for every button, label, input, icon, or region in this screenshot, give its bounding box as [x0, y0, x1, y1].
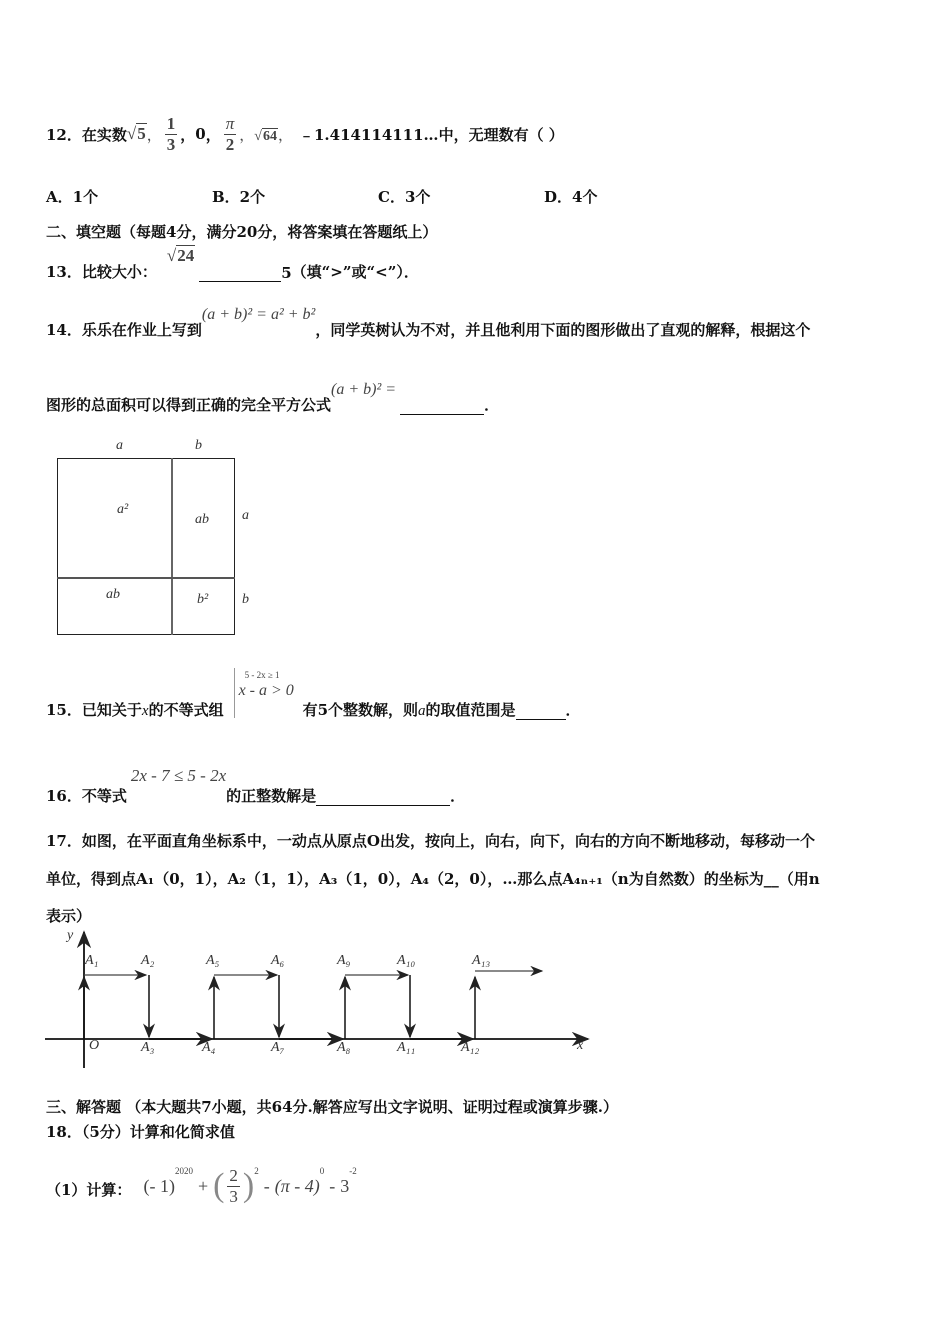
question-number: 12．	[46, 125, 82, 144]
question-17-line3: 表示）	[46, 907, 92, 925]
cell-a-squared: a²	[117, 502, 129, 517]
sqrt-24: √24	[166, 246, 195, 265]
question-18-part1	[46, 1160, 357, 1212]
point-a11: A₁₁	[397, 1040, 416, 1055]
question-17-line1: 17．如图，在平面直角坐标系中，一动点从原点O出发，按向上，向右，向下，向右的方向不断地移动，每移动一个	[46, 832, 815, 850]
point-a7: A₇	[271, 1040, 285, 1055]
point-a1: A₁	[85, 953, 99, 968]
fraction-two-thirds: $\frac{2}{3}$	[229, 1165, 238, 1206]
part-label: （1）计算：	[46, 1180, 132, 1199]
point-a6: A₆	[271, 953, 285, 968]
option-a[interactable]: A．1个	[46, 188, 99, 206]
question-14-line1: 14． 乐乐在作业上写到 (a + b)² = a² + b² ，同学英树认为不对，并且他利用下面的图形做出了直观的解释，根据这个	[46, 306, 811, 339]
answer-blank[interactable]	[199, 263, 281, 282]
point-a4: A₄	[202, 1040, 216, 1055]
question-number: 13．	[46, 263, 82, 281]
inequality: 2x - 7 ≤ 5 - 2x	[130, 766, 227, 785]
point-a3: A₃	[141, 1040, 155, 1055]
question-number: 17．	[46, 832, 82, 850]
coordinate-path-figure	[40, 928, 600, 1068]
fraction-pi-over-2: $\frac{\pi}{2}$	[225, 113, 235, 154]
cell-b-squared: b²	[197, 592, 209, 607]
label-side-b: b	[242, 592, 249, 607]
point-a9: A₉	[337, 953, 351, 968]
cell-ab-bottom: ab	[106, 587, 120, 602]
option-d[interactable]: D．4个	[544, 188, 598, 206]
outer-square	[57, 458, 235, 635]
option-c[interactable]: C．3个	[378, 188, 431, 206]
point-a12: A₁₂	[461, 1040, 480, 1055]
question-number: 18．	[46, 1123, 82, 1141]
question-text: 在实数	[81, 125, 127, 144]
formula-lhs: (a + b)² =	[331, 381, 397, 398]
question-14-line2: 图形的总面积可以得到正确的完全平方公式 (a + b)² = ．	[46, 381, 500, 414]
square-area-figure	[40, 435, 270, 640]
sqrt-64: √64	[254, 129, 277, 144]
answer-blank[interactable]	[400, 396, 484, 415]
label-side-a: a	[242, 508, 249, 523]
question-17-line2: 单位，得到点A₁（0，1），A₂（1，1），A₃（1，0），A₄（2，0），…那么点A₄ₙ₊₁（n为自然数）的坐标为__（用n	[46, 870, 820, 888]
point-a10: A₁₀	[397, 953, 416, 968]
horizontal-divider	[57, 577, 235, 579]
sqrt-5: √5	[126, 124, 146, 143]
label-top-a: a	[116, 438, 123, 453]
question-number: 16．	[46, 787, 82, 805]
point-a5: A₅	[206, 953, 220, 968]
cell-ab-right: ab	[195, 512, 209, 527]
path-svg	[40, 928, 600, 1068]
section-heading-fill-in: 二、填空题（每题4分，满分20分，将答案填在答题纸上）	[46, 223, 438, 241]
question-18-title: 18．（5分）计算和化简求值	[46, 1123, 235, 1141]
answer-blank[interactable]	[516, 701, 566, 720]
option-b[interactable]: B．2个	[212, 188, 266, 206]
origin-label: O	[89, 1038, 100, 1053]
label-top-b: b	[195, 438, 202, 453]
formula-wrong: (a + b)² = a² + b²	[201, 306, 316, 323]
point-a8: A₈	[337, 1040, 351, 1055]
point-a13: A₁₃	[472, 953, 491, 968]
point-a2: A₂	[141, 953, 155, 968]
question-15: 15． 已知关于 x 的不等式组 5 - 2x ≥ 1 x - a > 0 有5个整数解，则 a 的取值范围是 ．	[46, 670, 581, 719]
answer-blank[interactable]	[316, 787, 450, 806]
question-number: 15．	[46, 701, 82, 719]
expression: (- 1) 2020 + ( $\frac{2}{3}$ ) $^2$ - (π - 4) 0 - 3 -2	[143, 1165, 357, 1206]
inequality-2: x - a > 0	[238, 682, 294, 699]
section-heading-solutions: 三、解答题 （本大题共7小题，共64分.解答应写出文字说明、证明过程或演算步骤.）	[46, 1098, 618, 1116]
axis-label-x: x	[577, 1038, 584, 1053]
question-16: 16． 不等式 2x - 7 ≤ 5 - 2x 的正整数解是 ．	[46, 766, 466, 805]
axis-label-y: y	[67, 928, 74, 943]
question-number: 14．	[46, 321, 82, 339]
inequality-system	[234, 668, 303, 718]
question-12: 12． 在实数 √5 ， $\frac{1}{3}$ ， 0 ， $\frac{\pi}{2}$ ， √64 ， ﹣1.414114111… 中，无理数有（ ）	[46, 113, 564, 154]
inequality-1: 5 - 2x ≥ 1	[244, 670, 280, 680]
fraction-one-third: $\frac{1}{3}$	[166, 113, 176, 154]
question-13: 13． 比较大小： √24 5 （填“>”或“<”）．	[46, 246, 419, 282]
vertical-divider	[171, 458, 173, 635]
